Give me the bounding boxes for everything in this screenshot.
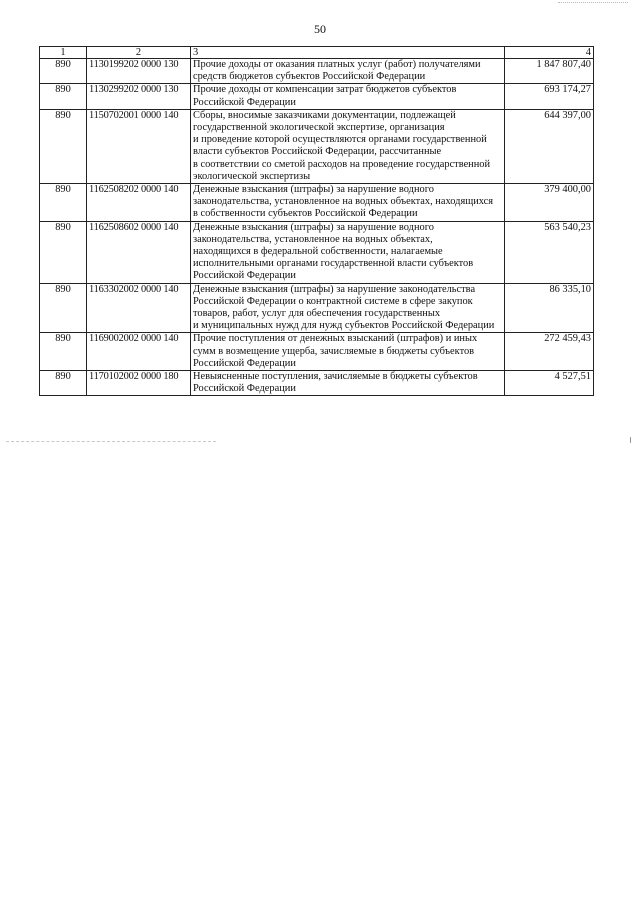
revenue-name-line: Российской Федерации <box>193 357 296 369</box>
revenue-name-line: сумм в возмещение ущерба, зачисляемые в бюджеты субъектов <box>193 345 475 357</box>
revenue-name-line: товаров, работ, услуг для обеспечения государственных <box>193 308 441 320</box>
amount-cell: 1 847 807,40 <box>505 59 594 84</box>
table-header-row <box>40 47 594 59</box>
revenue-name-line: Прочие доходы от оказания платных услуг (работ) получателями <box>193 59 481 70</box>
classification-code-cell: 1169002002 0000 140 <box>87 333 191 371</box>
column-header-4: 4 <box>505 47 594 59</box>
page-number: 50 <box>314 22 326 36</box>
revenue-name-line: Российской Федерации <box>193 96 296 108</box>
column-header-3: 3 <box>191 47 505 59</box>
revenue-name-cell <box>191 283 505 333</box>
classification-code-cell: 1150702001 0000 140 <box>87 109 191 183</box>
revenue-name-line: в соответствии со сметой расходов на проведение государственной <box>193 158 491 170</box>
admin-code-cell: 890 <box>40 184 87 222</box>
revenue-name-line: Денежные взыскания (штрафы) за нарушение водного <box>193 221 434 233</box>
table-row <box>40 184 594 222</box>
table-row <box>40 109 594 183</box>
admin-code-cell: 890 <box>40 371 87 396</box>
revenue-name-cell <box>191 333 505 371</box>
table-row <box>40 59 594 84</box>
revenue-name-line: Денежные взыскания (штрафы) за нарушение водного <box>193 184 434 196</box>
table-row <box>40 221 594 283</box>
table-row <box>40 84 594 109</box>
revenue-name-line: Прочие поступления от денежных взысканий (штрафов) и иных <box>193 333 478 345</box>
table-body <box>40 59 594 396</box>
revenue-name-line: экологической экспертизы <box>193 170 311 182</box>
revenue-name-line: исполнительными органами государственной власти субъектов <box>193 258 474 270</box>
revenue-name-line: Сборы, вносимые заказчиками документации, подлежащей <box>193 109 456 121</box>
amount-cell: 86 335,10 <box>505 283 594 333</box>
revenue-name-line: государственной экологической экспертизе, организация <box>193 122 445 134</box>
scan-artifact-top <box>558 2 628 5</box>
admin-code-cell: 890 <box>40 333 87 371</box>
table-row <box>40 371 594 396</box>
revenue-name-line: и проведение которой осуществляются органами государственной <box>193 134 487 146</box>
revenue-name-line: Российской Федерации о контрактной системе в сфере закупок <box>193 295 473 307</box>
revenue-name-cell <box>191 221 505 283</box>
classification-code-cell: 1130299202 0000 130 <box>87 84 191 109</box>
column-header-2: 2 <box>87 47 191 59</box>
table-row <box>40 333 594 371</box>
revenue-table <box>39 46 594 396</box>
admin-code-cell: 890 <box>40 59 87 84</box>
revenue-name-cell <box>191 371 505 396</box>
revenue-name-line: Прочие доходы от компенсации затрат бюджетов субъектов <box>193 84 457 96</box>
classification-code-cell: 1130199202 0000 130 <box>87 59 191 84</box>
revenue-name-cell <box>191 84 505 109</box>
classification-code-cell: 1170102002 0000 180 <box>87 371 191 396</box>
classification-code-cell: 1163302002 0000 140 <box>87 283 191 333</box>
column-header-1: 1 <box>40 47 87 59</box>
revenue-name-line: Денежные взыскания (штрафы) за нарушение законодательства <box>193 283 476 295</box>
revenue-name-line: власти субъектов Российской Федерации, рассчитанные <box>193 146 442 158</box>
revenue-name-cell <box>191 109 505 183</box>
scan-artifact-line <box>6 441 216 443</box>
revenue-name-line: находящихся в федеральной собственности, налагаемые <box>193 246 443 258</box>
admin-code-cell: 890 <box>40 221 87 283</box>
amount-cell: 4 527,51 <box>505 371 594 396</box>
admin-code-cell: 890 <box>40 109 87 183</box>
revenue-name-cell <box>191 184 505 222</box>
table-row <box>40 283 594 333</box>
revenue-name-line: и муниципальных нужд для нужд субъектов Российской Федерации <box>193 320 495 332</box>
scan-artifact-mark <box>630 437 631 443</box>
amount-cell: 272 459,43 <box>505 333 594 371</box>
amount-cell: 563 540,23 <box>505 221 594 283</box>
amount-cell: 379 400,00 <box>505 184 594 222</box>
revenue-name-line: средств бюджетов субъектов Российской Федерации <box>193 71 426 83</box>
revenue-name-line: законодательства, установленное на водных объектах, <box>193 233 433 245</box>
classification-code-cell: 1162508202 0000 140 <box>87 184 191 222</box>
revenue-name-line: Российской Федерации <box>193 270 296 282</box>
revenue-name-cell <box>191 59 505 84</box>
revenue-name-line: Российской Федерации <box>193 383 296 395</box>
revenue-name-line: законодательства, установленное на водных объектах, находящихся <box>193 196 494 208</box>
revenue-name-line: Невыясненные поступления, зачисляемые в бюджеты субъектов <box>193 371 478 383</box>
admin-code-cell: 890 <box>40 283 87 333</box>
classification-code-cell: 1162508602 0000 140 <box>87 221 191 283</box>
revenue-name-line: в собственности субъектов Российской Федерации <box>193 208 418 220</box>
admin-code-cell: 890 <box>40 84 87 109</box>
amount-cell: 644 397,00 <box>505 109 594 183</box>
amount-cell: 693 174,27 <box>505 84 594 109</box>
